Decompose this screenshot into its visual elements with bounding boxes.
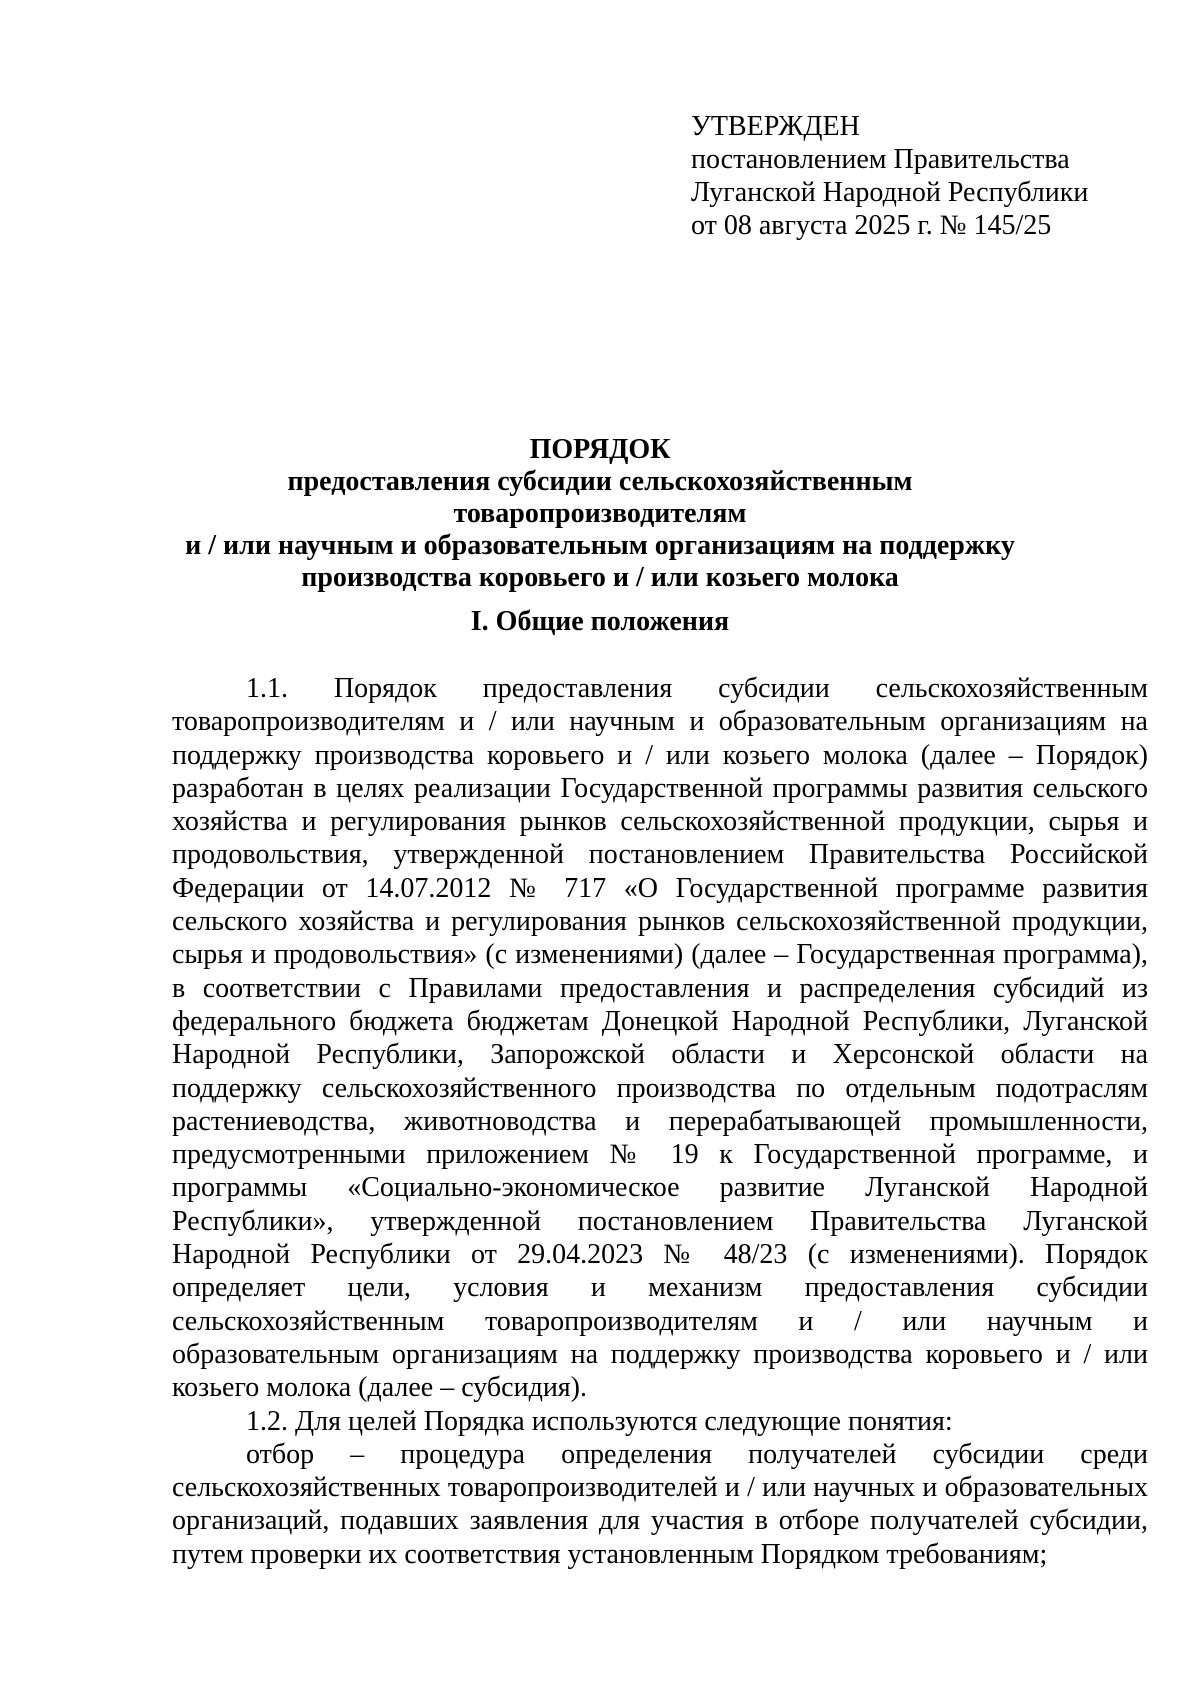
approval-authority: постановлением Правительства (691, 144, 1070, 175)
document-title: ПОРЯДОК (529, 434, 671, 465)
document-subtitle-line-3: производства коровьего и / или козьего молока (301, 562, 899, 593)
document-subtitle-line-2: и / или научным и образовательным организациям на поддержку (185, 530, 1015, 561)
approval-heading: УТВЕРЖДЕН (691, 111, 860, 142)
approval-government: Луганской Народной Республики (691, 177, 1089, 208)
document-body (172, 672, 1148, 1571)
paragraph-definition-selection: отбор – процедура определения получателей субсидии среди сельскохозяйственных товаропроизводителей и / или научных и образовательных организаций, подавших заявления для участия в отборе получателей субсидии, путем проверки их соответствия установленным Порядком требованиям; (172, 1438, 1148, 1570)
paragraph-1-1: 1.1. Порядок предоставления субсидии сельскохозяйственным товаропроизводителям и / или научным и образовательным организациям на поддержку производства коровьего и / или козьего молока (далее – Порядок) разработан в целях реализации Государственной программы развития сельского хозяйства и регулирования рынков сельскохозяйственной продукции, сырья и продовольствия, утвержденной постановлением Правительства Российской Федерации от 14.07.2012 № 717 «О Государственной программе развития сельского хозяйства и регулирования рынков сельскохозяйственной продукции, сырья и продовольствия» (с изменениями) (далее – Государственная программа), в соответствии с Правилами предоставления и распределения субсидий из федерального бюджета бюджетам Донецкой Народной Республики, Луганской Народной Республики, Запорожской области и Херсонской области на поддержку сельскохозяйственного производства по отдельным подотраслям растениеводства, животноводства и перерабатывающей промышленности, предусмотренными приложением № 19 к Государственной программе, и программы «Социально-экономическое развитие Луганской Народной Республики», утвержденной постановлением Правительства Луганской Народной Республики от 29.04.2023 № 48/23 (с изменениями). Порядок определяет цели, условия и механизм предоставления субсидии сельскохозяйственным товаропроизводителям и / или научным и образовательным организациям на поддержку производства коровьего и / или козьего молока (далее – субсидия). (172, 673, 1148, 1404)
document-subtitle-line-1: предоставления субсидии сельскохозяйственным товаропроизводителям (287, 466, 913, 529)
section-heading: I. Общие положения (470, 606, 730, 637)
paragraph-1-2: 1.2. Для целей Порядка используются следующие понятия: (246, 1405, 953, 1437)
approval-date-number: от 08 августа 2025 г. № 145/25 (691, 210, 1052, 241)
approval-stamp-block (691, 110, 1171, 242)
document-title-block (150, 434, 1050, 594)
